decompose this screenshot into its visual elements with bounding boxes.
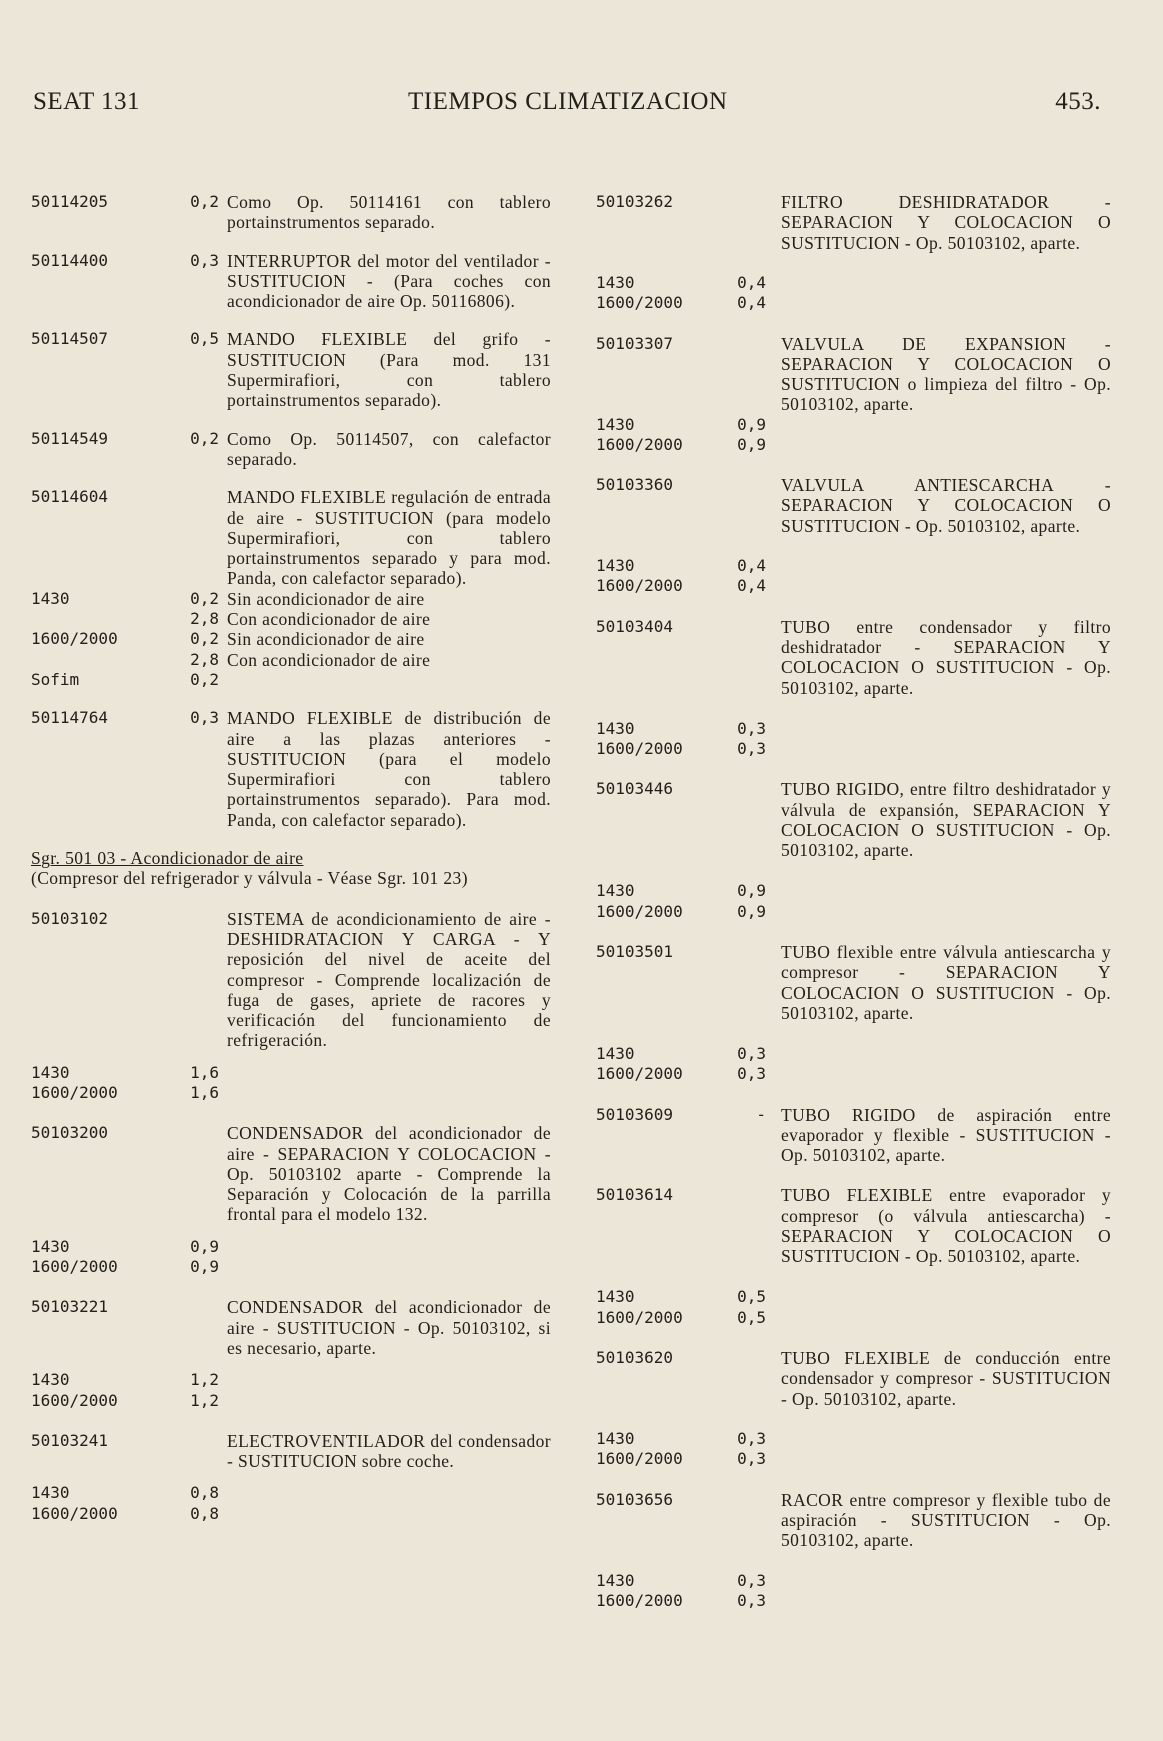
model-time-row bbox=[596, 719, 766, 739]
operation-row bbox=[31, 708, 551, 830]
operation-code: 50103609 bbox=[596, 1104, 674, 1124]
model-time-row bbox=[596, 739, 766, 759]
model-time: 1,2 bbox=[190, 1370, 219, 1390]
model-time-row bbox=[596, 293, 766, 313]
operation-time bbox=[151, 1431, 227, 1472]
operation-row bbox=[596, 1105, 1111, 1166]
model-note: Sin acondicionador de aire bbox=[227, 629, 425, 650]
model-time-row bbox=[31, 609, 551, 629]
model-time-row bbox=[596, 415, 766, 435]
operation-entry bbox=[31, 251, 551, 312]
operation-description: MANDO FLEXIBLE del grifo - SUSTITUCION (Para mod. 131 Supermirafiori, con tablero portainstrumentos separado). bbox=[227, 329, 551, 411]
operation-row bbox=[31, 487, 551, 588]
model-time-row bbox=[596, 1308, 766, 1328]
model-time-row bbox=[596, 273, 766, 293]
right-column bbox=[596, 192, 1111, 1611]
model-time-group bbox=[596, 1429, 766, 1470]
model-time-row bbox=[596, 1064, 766, 1084]
operation-description: MANDO FLEXIBLE de distribución de aire a las plazas anteriores - SUSTITUCION (para el modelo Supermirafiori con tablero portainstrumentos separado). Para mod. Panda, con calefactor separado). bbox=[227, 708, 551, 830]
model-time-group bbox=[596, 1571, 766, 1612]
operation-row bbox=[31, 1297, 551, 1358]
operation-entry bbox=[31, 909, 551, 1104]
model-time-group bbox=[596, 719, 766, 760]
operation-row bbox=[31, 329, 551, 410]
model-time-group bbox=[596, 415, 766, 456]
operation-entry bbox=[596, 334, 1111, 456]
model-name: 1430 bbox=[596, 881, 635, 901]
operation-entry bbox=[596, 1348, 1111, 1470]
operation-time: 0,5 bbox=[190, 329, 219, 349]
model-time: 0,4 bbox=[737, 293, 766, 313]
model-time-row bbox=[596, 1429, 766, 1449]
model-time: 0,5 bbox=[737, 1287, 766, 1307]
operation-time bbox=[151, 1297, 227, 1358]
page-number: 453. bbox=[1055, 88, 1101, 115]
model-note bbox=[227, 670, 551, 690]
operation-time bbox=[151, 487, 227, 588]
operation-row bbox=[596, 617, 1111, 698]
operation-description: RACOR entre compresor y flexible tubo de aspiración - SUSTITUCION - Op. 50103102, aparte. bbox=[781, 1489, 1111, 1551]
operation-code: 50103614 bbox=[596, 1185, 674, 1205]
model-time: 0,3 bbox=[737, 1064, 766, 1084]
model-name bbox=[31, 609, 151, 629]
model-time-row bbox=[31, 1370, 551, 1390]
operation-row bbox=[596, 1490, 1111, 1551]
operation-code: 50103307 bbox=[596, 333, 674, 353]
model-name: 1430 bbox=[596, 556, 635, 576]
model-name: 1430 bbox=[31, 1483, 70, 1503]
operation-description: SISTEMA de acondicionamiento de aire - DESHIDRATACION Y CARGA - Y reposición del nivel de aceite del compresor - Comprende localización de fuga de gases, apriete de racores y verificación del funcionamiento de refrigeración. bbox=[227, 908, 551, 1051]
model-time-row bbox=[596, 556, 766, 576]
model-time: 2,8 bbox=[190, 649, 219, 669]
model-name: 1430 bbox=[596, 718, 635, 738]
model-time-row bbox=[31, 1391, 551, 1411]
model-note: Con acondicionador de aire bbox=[227, 649, 431, 670]
model-name: 1600/2000 bbox=[596, 1590, 683, 1610]
operation-entry bbox=[596, 942, 1111, 1085]
model-name: 1430 bbox=[596, 1570, 635, 1590]
operation-description: Como Op. 50114161 con tablero portainstrumentos separado. bbox=[227, 192, 551, 233]
model-time-row bbox=[31, 650, 551, 670]
model-time-row bbox=[31, 629, 551, 649]
operation-description: TUBO entre condensador y filtro deshidratador - SEPARACION Y COLOCACION O SUSTITUCION - Op. 50103102, aparte. bbox=[781, 616, 1111, 698]
left-column bbox=[31, 192, 551, 1524]
model-name: 1430 bbox=[596, 273, 635, 292]
model-time-group bbox=[596, 881, 766, 922]
operation-time: - bbox=[756, 1104, 766, 1124]
model-time-row bbox=[596, 1571, 766, 1591]
model-time-row bbox=[31, 1237, 551, 1257]
operation-description: CONDENSADOR del acondicionador de aire - SUSTITUCION - Op. 50103102, si es necesario, aparte. bbox=[227, 1297, 551, 1358]
model-time-row bbox=[31, 1083, 551, 1103]
operation-description: TUBO flexible entre válvula antiescarcha y compresor - SEPARACION Y COLOCACION O SUSTITUCION - Op. 50103102, aparte. bbox=[781, 941, 1111, 1023]
operation-entry bbox=[596, 475, 1111, 597]
model-time: 0,4 bbox=[737, 556, 766, 576]
model-name: 1600/2000 bbox=[31, 1257, 118, 1277]
model-time: 2,8 bbox=[190, 609, 219, 629]
model-time: 0,3 bbox=[737, 1043, 766, 1063]
operation-code: 50114604 bbox=[31, 487, 109, 507]
operation-time: 0,3 bbox=[190, 250, 219, 270]
operation-entry bbox=[31, 1297, 551, 1410]
operation-row bbox=[31, 251, 551, 312]
operation-row bbox=[596, 942, 1111, 1023]
model-time-row bbox=[596, 576, 766, 596]
model-time: 0,9 bbox=[737, 414, 766, 434]
model-time-row bbox=[31, 589, 551, 609]
model-name: 1430 bbox=[31, 588, 70, 608]
section-title: Sgr. 501 03 - Acondicionador de aire bbox=[31, 848, 304, 869]
model-name: 1600/2000 bbox=[596, 901, 683, 921]
model-time-row bbox=[596, 1591, 766, 1611]
model-note: Con acondicionador de aire bbox=[227, 609, 431, 630]
operation-time: 0,2 bbox=[190, 428, 219, 448]
model-name: 1600/2000 bbox=[31, 629, 118, 649]
operation-row bbox=[31, 1123, 551, 1224]
model-time-row bbox=[31, 1504, 551, 1524]
model-time-row bbox=[596, 902, 766, 922]
operation-description: INTERRUPTOR del motor del ventilador - SUSTITUCION - (Para coches con acondicionador de aire Op. 50116806). bbox=[227, 250, 551, 312]
model-time: 0,3 bbox=[737, 1429, 766, 1449]
operation-entry bbox=[596, 617, 1111, 760]
page-title: TIEMPOS CLIMATIZACION bbox=[408, 88, 728, 115]
operation-code: 50103221 bbox=[31, 1297, 109, 1317]
operation-code: 50103656 bbox=[596, 1489, 674, 1509]
model-time-row bbox=[596, 1044, 766, 1064]
operation-entry bbox=[31, 329, 551, 410]
model-name: 1430 bbox=[596, 1287, 635, 1307]
model-name: 1430 bbox=[596, 1429, 635, 1449]
operation-time bbox=[151, 1123, 227, 1224]
operation-description: ELECTROVENTILADOR del condensador - SUSTITUCION sobre coche. bbox=[227, 1430, 551, 1472]
operation-row bbox=[596, 1185, 1111, 1266]
operation-time bbox=[151, 909, 227, 1051]
model-name: 1430 bbox=[31, 1236, 70, 1256]
operation-row bbox=[596, 1348, 1111, 1409]
model-time: 0,9 bbox=[190, 1236, 219, 1256]
operation-code: 50103404 bbox=[596, 616, 674, 636]
operation-code: 50103360 bbox=[596, 475, 674, 495]
model-time-group bbox=[596, 556, 766, 597]
model-name: 1600/2000 bbox=[596, 576, 683, 596]
operation-time: 0,2 bbox=[190, 192, 219, 211]
model-name: 1430 bbox=[596, 414, 635, 434]
operation-row bbox=[596, 334, 1111, 415]
model-time: 1,6 bbox=[190, 1082, 219, 1102]
operation-description: TUBO RIGIDO de aspiración entre evaporador y flexible - SUSTITUCION - Op. 50103102, aparte. bbox=[781, 1104, 1111, 1166]
model-time-row bbox=[31, 670, 551, 690]
model-time: 0,4 bbox=[737, 576, 766, 596]
operation-row bbox=[596, 779, 1111, 860]
operation-description: VALVULA ANTIESCARCHA - SEPARACION Y COLOCACION O SUSTITUCION - Op. 50103102, aparte. bbox=[781, 475, 1111, 536]
operation-row bbox=[31, 909, 551, 1051]
operation-code: 50103102 bbox=[31, 908, 109, 928]
operation-entry bbox=[596, 1105, 1111, 1166]
section-heading bbox=[31, 848, 551, 889]
model-time: 0,3 bbox=[737, 1590, 766, 1610]
header-left: SEAT 131 bbox=[33, 88, 141, 115]
model-time: 0,2 bbox=[190, 588, 219, 608]
operation-code: 50114507 bbox=[31, 329, 109, 349]
model-time-group bbox=[596, 1044, 766, 1085]
operation-entry bbox=[31, 429, 551, 470]
model-name: Sofim bbox=[31, 669, 80, 689]
operation-entry bbox=[31, 487, 551, 690]
model-time-row bbox=[31, 1063, 551, 1083]
model-name: 1600/2000 bbox=[31, 1082, 118, 1102]
operation-code: 50114205 bbox=[31, 192, 109, 211]
operation-description: MANDO FLEXIBLE regulación de entrada de aire - SUSTITUCION (para modelo Supermirafiori, con tablero portainstrumentos separado y para mod. Panda, con calefactor separado). bbox=[227, 487, 551, 589]
model-name: 1600/2000 bbox=[596, 739, 683, 759]
model-time: 0,3 bbox=[737, 739, 766, 759]
model-time: 0,9 bbox=[737, 434, 766, 454]
model-name bbox=[31, 650, 151, 670]
operation-entry bbox=[31, 1123, 551, 1277]
operation-entry bbox=[596, 192, 1111, 314]
operation-entry bbox=[596, 1490, 1111, 1612]
operation-code: 50103620 bbox=[596, 1348, 674, 1368]
model-name: 1600/2000 bbox=[596, 434, 683, 454]
model-time-row bbox=[31, 1257, 551, 1277]
model-time: 0,2 bbox=[190, 669, 219, 689]
operation-description: VALVULA DE EXPANSION - SEPARACION Y COLOCACION O SUSTITUCION o limpieza del filtro - Op. 50103102, aparte. bbox=[781, 333, 1111, 415]
model-time-group bbox=[596, 1287, 766, 1328]
operation-entry bbox=[596, 779, 1111, 922]
operation-entry bbox=[31, 708, 551, 830]
model-time-row bbox=[31, 1483, 551, 1503]
operation-description: Como Op. 50114507, con calefactor separado. bbox=[227, 428, 551, 469]
model-time: 0,8 bbox=[190, 1503, 219, 1523]
operation-description: TUBO FLEXIBLE entre evaporador y compresor (o válvula antiescarcha) - SEPARACION Y COLOCACION O SUSTITUCION - Op. 50103102, aparte. bbox=[781, 1185, 1111, 1267]
model-time-row bbox=[596, 1287, 766, 1307]
operation-description: FILTRO DESHIDRATADOR - SEPARACION Y COLOCACION O SUSTITUCION - Op. 50103102, aparte. bbox=[781, 192, 1111, 253]
model-name: 1430 bbox=[31, 1370, 70, 1390]
model-name: 1600/2000 bbox=[596, 1449, 683, 1469]
section-note: (Compresor del refrigerador y válvula - Véase Sgr. 101 23) bbox=[31, 868, 468, 889]
model-time-row bbox=[596, 881, 766, 901]
operation-entry bbox=[596, 1185, 1111, 1328]
operation-code: 50103501 bbox=[596, 941, 674, 961]
operation-entry bbox=[31, 1431, 551, 1524]
model-name: 1600/2000 bbox=[596, 1307, 683, 1327]
operation-code: 50114549 bbox=[31, 428, 109, 448]
model-time: 0,3 bbox=[737, 1449, 766, 1469]
operation-row bbox=[31, 192, 551, 233]
model-name: 1600/2000 bbox=[596, 1064, 683, 1084]
operation-row bbox=[596, 192, 1111, 253]
operation-code: 50114764 bbox=[31, 708, 109, 728]
operation-row bbox=[596, 475, 1111, 536]
operation-row bbox=[31, 1431, 551, 1472]
model-name: 1600/2000 bbox=[31, 1390, 118, 1410]
model-name: 1600/2000 bbox=[596, 293, 683, 313]
operation-code: 50103200 bbox=[31, 1123, 109, 1143]
model-note: Sin acondicionador de aire bbox=[227, 588, 425, 609]
operation-description: CONDENSADOR del acondicionador de aire - SEPARACION Y COLOCACION - Op. 50103102 aparte - Comprende la Separación y Colocación de la parrilla frontal para el modelo 132. bbox=[227, 1123, 551, 1225]
operation-description: TUBO RIGIDO, entre filtro deshidratador y válvula de expansión, SEPARACION Y COLOCACION O SUSTITUCION - Op. 50103102, aparte. bbox=[781, 779, 1111, 861]
model-time: 0,3 bbox=[737, 1570, 766, 1590]
operation-entry bbox=[31, 192, 551, 233]
operation-time: 0,3 bbox=[190, 708, 219, 728]
model-time: 1,2 bbox=[190, 1390, 219, 1410]
operation-description: TUBO FLEXIBLE de conducción entre condensador y compresor - SUSTITUCION - Op. 50103102, aparte. bbox=[781, 1348, 1111, 1409]
model-time-group bbox=[596, 273, 766, 314]
model-name: 1430 bbox=[31, 1062, 70, 1082]
operation-code: 50103446 bbox=[596, 779, 674, 799]
operation-row bbox=[31, 429, 551, 470]
model-time: 0,3 bbox=[737, 718, 766, 738]
model-time: 0,4 bbox=[737, 273, 766, 292]
model-time: 0,2 bbox=[190, 629, 219, 649]
operation-code: 50103241 bbox=[31, 1430, 109, 1450]
model-time-row bbox=[596, 1449, 766, 1469]
model-name: 1600/2000 bbox=[31, 1503, 118, 1523]
model-name: 1430 bbox=[596, 1043, 635, 1063]
operation-code: 50114400 bbox=[31, 250, 109, 270]
operation-code: 50103262 bbox=[596, 192, 674, 211]
model-time: 0,5 bbox=[737, 1307, 766, 1327]
model-time: 0,8 bbox=[190, 1483, 219, 1503]
model-time-row bbox=[596, 435, 766, 455]
model-time: 0,9 bbox=[737, 881, 766, 901]
model-time: 0,9 bbox=[190, 1257, 219, 1277]
model-time: 1,6 bbox=[190, 1062, 219, 1082]
model-time: 0,9 bbox=[737, 901, 766, 921]
